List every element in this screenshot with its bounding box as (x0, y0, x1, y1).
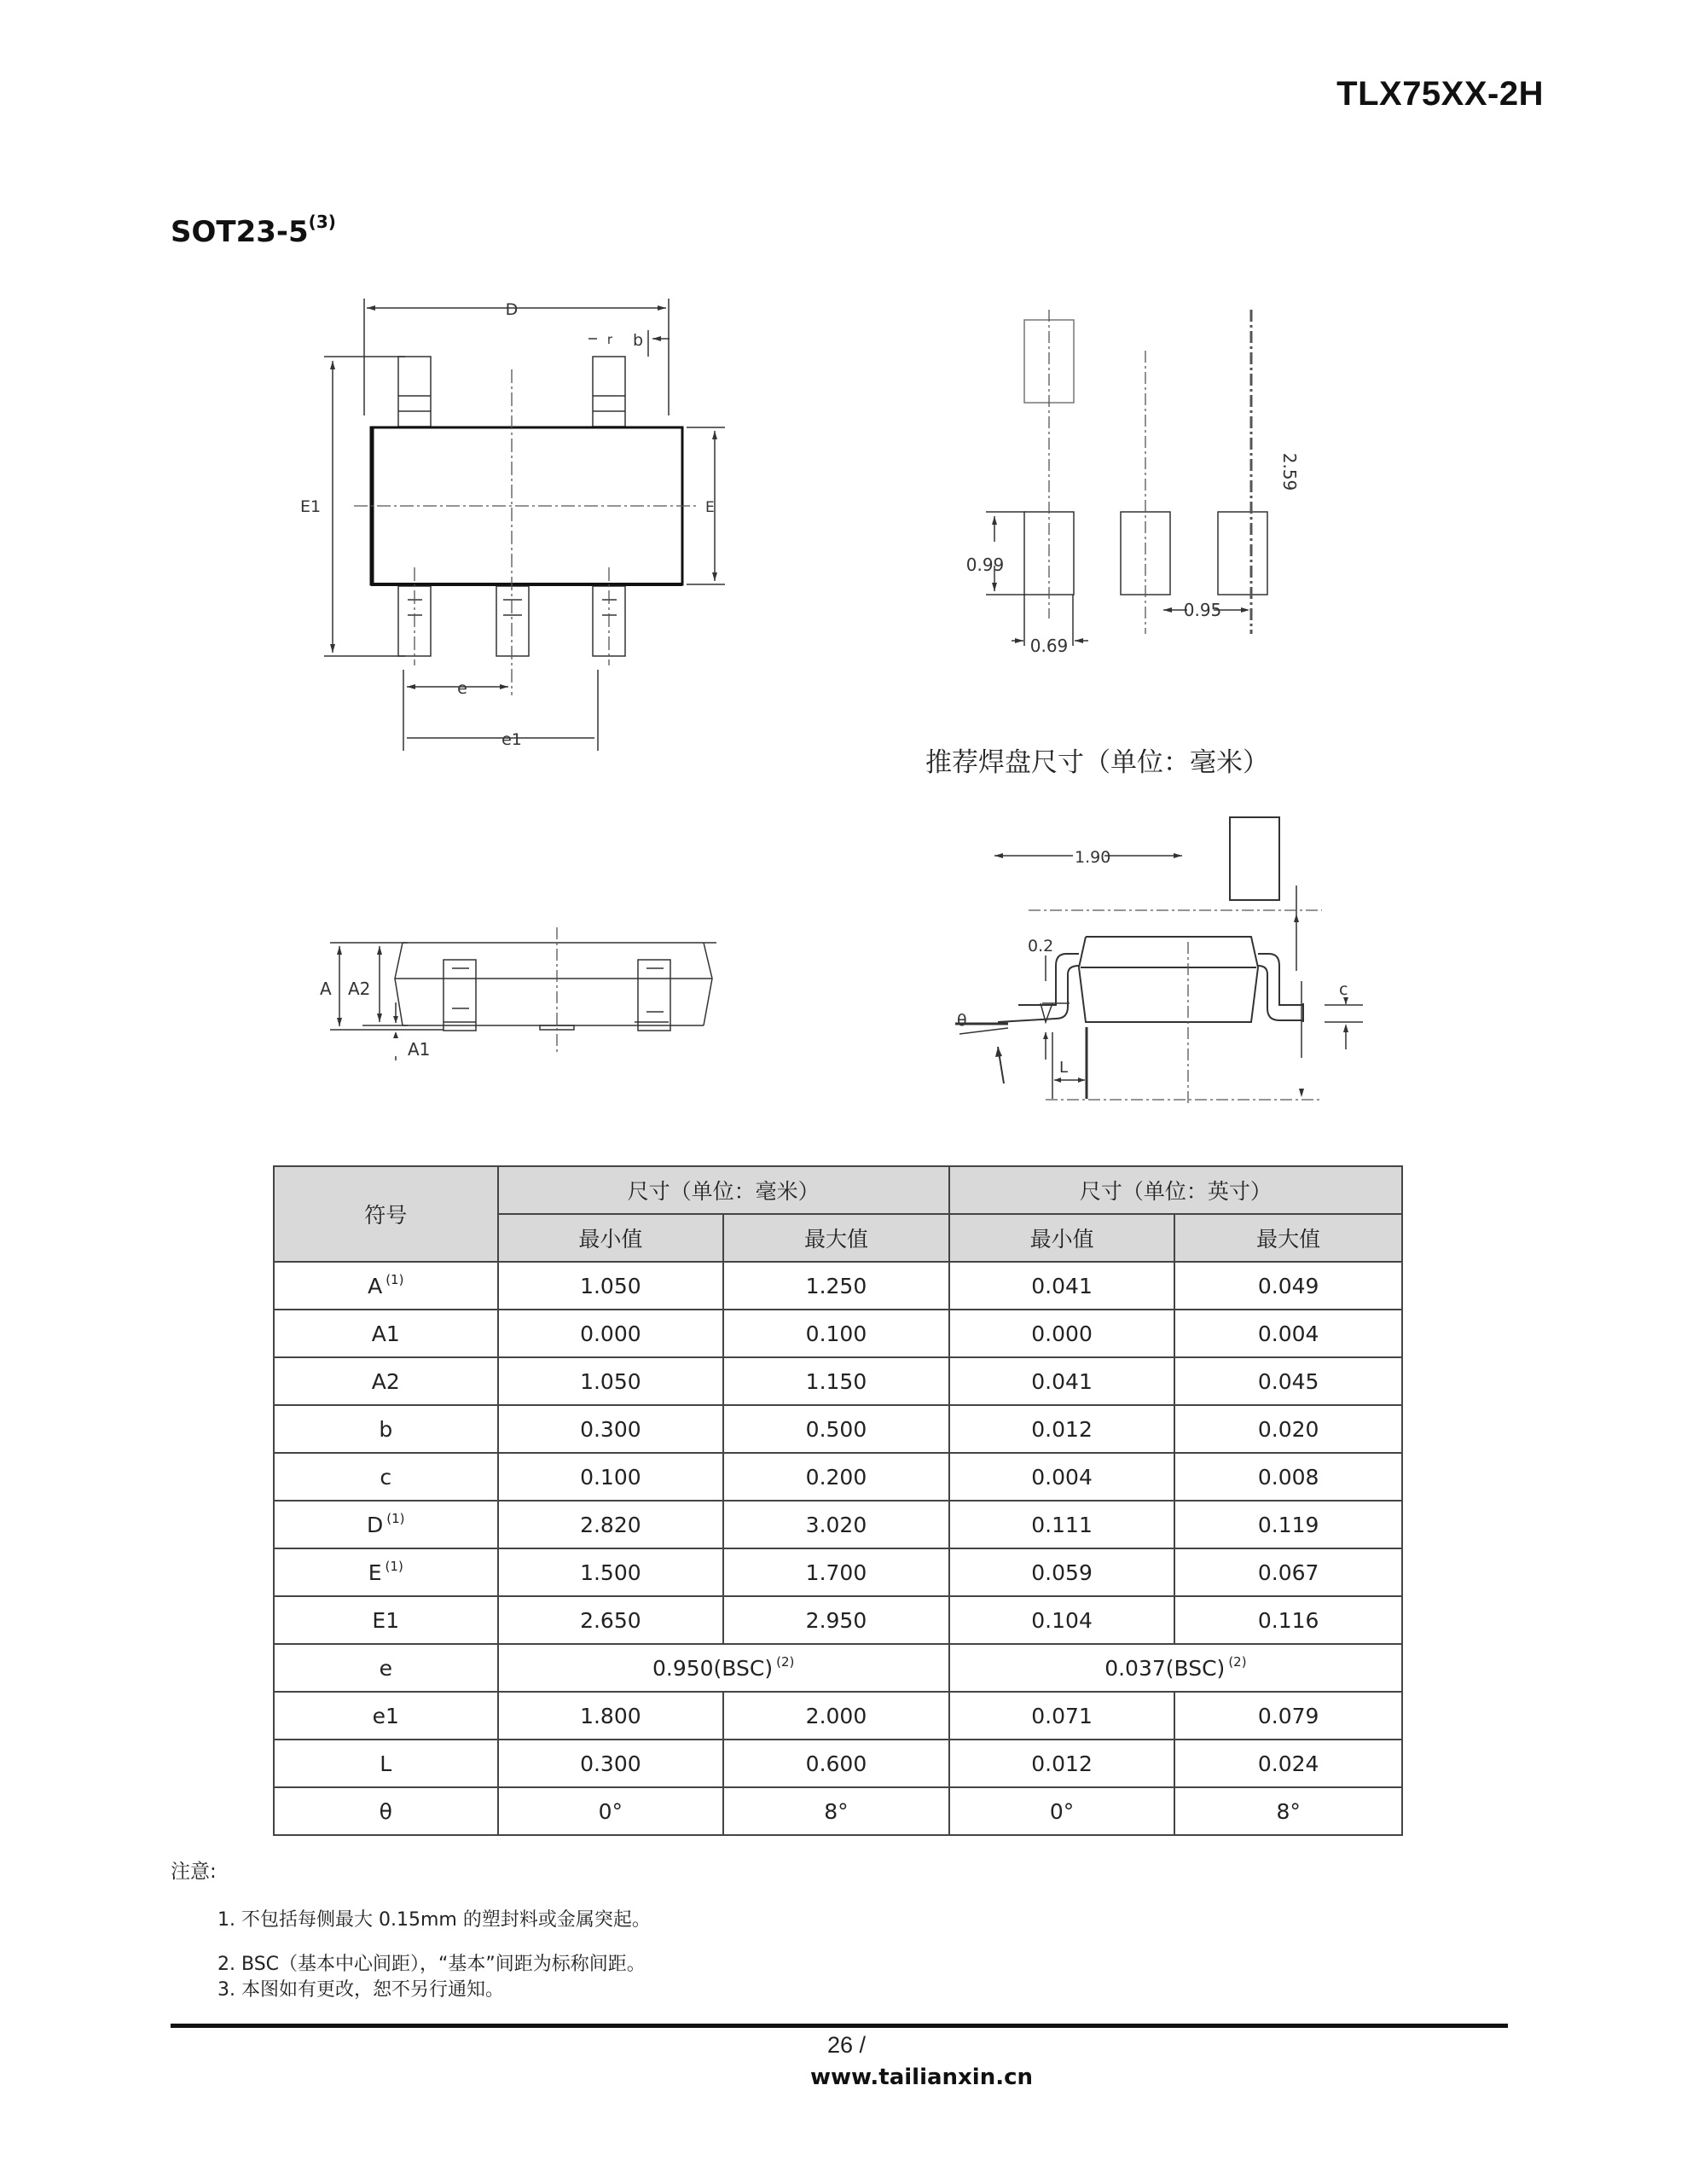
lead-thickness-label: c (1339, 980, 1348, 999)
package-name: SOT23-5 (171, 215, 309, 249)
cell-in-min: 0.111 (949, 1501, 1175, 1548)
package-note-ref: (3) (308, 212, 336, 232)
symbol-text: A (368, 1273, 383, 1298)
cell-in-max: 0.045 (1174, 1357, 1402, 1405)
cell-mm-max: 8° (723, 1787, 949, 1835)
cell-in-max: 0.049 (1174, 1262, 1402, 1310)
top-view-drawing (281, 286, 725, 764)
cell-in-min: 0.041 (949, 1357, 1175, 1405)
cell-in-min: 0° (949, 1787, 1175, 1835)
bsc-value: 0.950(BSC) (652, 1655, 774, 1681)
cell-symbol (274, 1405, 498, 1453)
website-link[interactable]: www.tailianxin.cn (810, 2065, 1034, 2090)
bsc-note-ref: (2) (1228, 1653, 1247, 1670)
bsc-value: 0.037(BSC) (1104, 1655, 1226, 1681)
dimension-table (273, 1165, 1403, 1836)
pad-span-label: 2.59 (1279, 452, 1300, 491)
cell-in-bsc (949, 1644, 1402, 1692)
cell-in-min: 0.059 (949, 1548, 1175, 1596)
cell-mm-min: 2.820 (498, 1501, 724, 1548)
footer-divider (171, 2024, 1508, 2028)
pad-height-label: 0.69 (1029, 636, 1069, 656)
symbol-text: e (379, 1655, 392, 1681)
cell-mm-max: 1.250 (723, 1262, 949, 1310)
cell-symbol (274, 1740, 498, 1787)
table-row (274, 1453, 1402, 1501)
pad-pitch-label: 0.95 (1183, 600, 1222, 620)
cell-mm-min: 0° (498, 1787, 724, 1835)
header-in-max: 最大值 (1174, 1214, 1402, 1262)
symbol-text: E (368, 1560, 382, 1585)
notes-section (171, 1856, 651, 2003)
cell-in-max: 0.067 (1174, 1548, 1402, 1596)
page-number: 26 / (827, 2032, 867, 2058)
symbol-text: L (380, 1751, 392, 1776)
symbol-text: c (380, 1464, 392, 1490)
pad-width-label: 0.99 (965, 555, 1005, 575)
cell-mm-bsc (498, 1644, 949, 1692)
cell-mm-min: 2.650 (498, 1596, 724, 1644)
cell-symbol (274, 1453, 498, 1501)
cell-symbol (274, 1644, 498, 1692)
document-title: TLX75XX-2H (1336, 75, 1544, 113)
symbol-text: A2 (371, 1368, 400, 1394)
dim-label-a1: A1 (408, 1039, 431, 1060)
table-row (274, 1357, 1402, 1405)
table-row (274, 1644, 1402, 1692)
header-mm-max: 最大值 (723, 1214, 949, 1262)
symbol-note-ref: (1) (386, 1271, 404, 1287)
cell-mm-min: 1.050 (498, 1262, 724, 1310)
notes-title: 注意: (171, 1861, 217, 1883)
symbol-text: e1 (372, 1703, 399, 1728)
cell-mm-max: 0.100 (723, 1310, 949, 1357)
cell-in-max: 0.079 (1174, 1692, 1402, 1740)
bsc-note-ref: (2) (776, 1653, 795, 1670)
cell-symbol (274, 1548, 498, 1596)
cell-symbol (274, 1310, 498, 1357)
cell-mm-min: 1.050 (498, 1357, 724, 1405)
dim-label-a: A (320, 979, 332, 999)
cell-mm-min: 0.300 (498, 1405, 724, 1453)
header-mm: 尺寸（单位：毫米） (498, 1166, 949, 1214)
dim-label-e-pitch: e (457, 679, 467, 698)
cell-symbol (274, 1262, 498, 1310)
note-item: 1. 不包括每侧最大 0.15mm 的塑封料或金属突起。 (217, 1909, 651, 1931)
symbol-text: θ (379, 1798, 392, 1824)
cell-in-max: 0.024 (1174, 1740, 1402, 1787)
cell-in-min: 0.012 (949, 1405, 1175, 1453)
cell-symbol (274, 1501, 498, 1548)
package-title (171, 212, 336, 249)
cell-mm-max: 1.150 (723, 1357, 949, 1405)
lead-length-label: L (1059, 1059, 1069, 1077)
cell-mm-max: 0.500 (723, 1405, 949, 1453)
table-row (274, 1405, 1402, 1453)
cell-mm-min: 1.800 (498, 1692, 724, 1740)
table-row (274, 1740, 1402, 1787)
cell-mm-min: 0.100 (498, 1453, 724, 1501)
cell-mm-max: 2.000 (723, 1692, 949, 1740)
pad-layout-title: 推荐焊盘尺寸（单位：毫米） (925, 747, 1269, 778)
cell-symbol (274, 1596, 498, 1644)
symbol-text: b (379, 1416, 393, 1442)
cell-mm-max: 1.700 (723, 1548, 949, 1596)
cell-in-max: 0.004 (1174, 1310, 1402, 1357)
cell-in-min: 0.012 (949, 1740, 1175, 1787)
cell-mm-min: 1.500 (498, 1548, 724, 1596)
table-row (274, 1501, 1402, 1548)
symbol-note-ref: (1) (385, 1558, 403, 1574)
cell-in-min: 0.004 (949, 1453, 1175, 1501)
cell-symbol (274, 1357, 498, 1405)
gauge-plane-label: 0.2 (1028, 937, 1054, 956)
cell-in-max: 8° (1174, 1787, 1402, 1835)
table-row (274, 1596, 1402, 1644)
lead-profile-drawing (957, 785, 1365, 1077)
cell-in-min: 0.041 (949, 1262, 1175, 1310)
cell-mm-max: 2.950 (723, 1596, 949, 1644)
dim-label-e-height: E (705, 499, 715, 516)
cell-mm-max: 0.600 (723, 1740, 949, 1787)
cell-mm-max: 3.020 (723, 1501, 949, 1548)
cell-symbol (274, 1787, 498, 1835)
table-row (274, 1310, 1402, 1357)
lead-span-label: 1.90 (1075, 848, 1111, 867)
note-item: 2. BSC（基本中心间距），“基本”间距为标称间距。 (217, 1954, 646, 1975)
theta-label: θ (957, 1011, 967, 1030)
symbol-text: D (367, 1512, 384, 1537)
table-row (274, 1548, 1402, 1596)
pad-layout-drawing (955, 294, 1313, 661)
dim-label-e1-span: e1 (501, 730, 522, 749)
header-inch: 尺寸（单位：英寸） (949, 1166, 1402, 1214)
cell-in-max: 0.008 (1174, 1453, 1402, 1501)
dim-label-a2: A2 (348, 979, 371, 999)
cell-mm-min: 0.300 (498, 1740, 724, 1787)
header-symbol: 符号 (274, 1166, 498, 1262)
symbol-text: E1 (372, 1607, 400, 1633)
symbol-note-ref: (1) (386, 1510, 405, 1526)
table-row (274, 1692, 1402, 1740)
cell-in-max: 0.020 (1174, 1405, 1402, 1453)
dim-label-b: b (632, 331, 644, 350)
dim-label-r: r (606, 332, 613, 347)
cell-in-min: 0.000 (949, 1310, 1175, 1357)
symbol-text: A1 (371, 1321, 400, 1346)
cell-in-min: 0.104 (949, 1596, 1175, 1644)
cell-mm-min: 0.000 (498, 1310, 724, 1357)
header-in-min: 最小值 (949, 1214, 1175, 1262)
header-mm-min: 最小值 (498, 1214, 724, 1262)
cell-symbol (274, 1692, 498, 1740)
side-view-drawing (307, 917, 716, 1071)
cell-in-max: 0.116 (1174, 1596, 1402, 1644)
dim-label-d: D (505, 300, 519, 319)
cell-mm-max: 0.200 (723, 1453, 949, 1501)
cell-in-max: 0.119 (1174, 1501, 1402, 1548)
dim-label-e1-height: E1 (300, 497, 322, 516)
cell-in-min: 0.071 (949, 1692, 1175, 1740)
note-item: 3. 本图如有更改，恕不另行通知。 (217, 1979, 504, 2001)
table-row (274, 1787, 1402, 1835)
table-row (274, 1262, 1402, 1310)
